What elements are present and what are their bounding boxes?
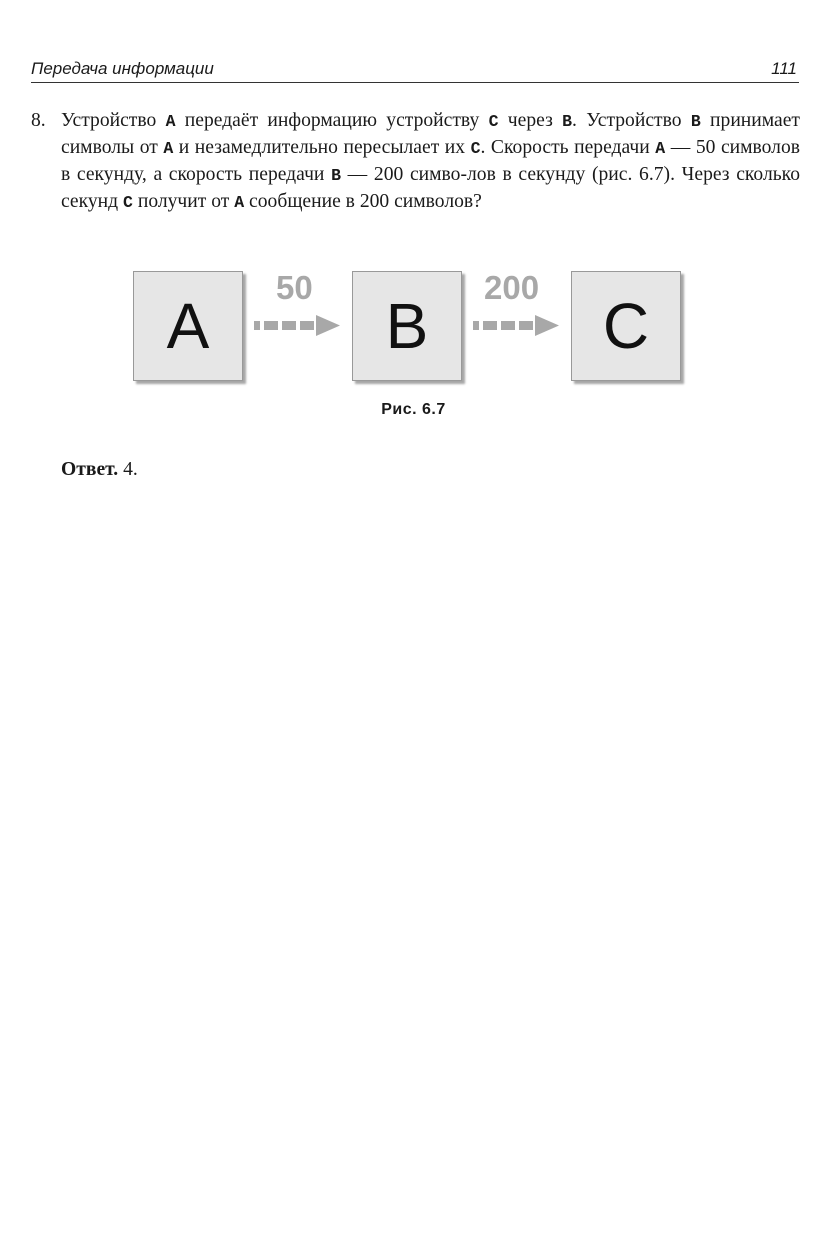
text-fragment: сообщение в 200 символов? [244, 191, 482, 212]
text-fragment: через [498, 110, 563, 131]
device-ref: B [562, 112, 573, 131]
text-fragment: — 200 симво-лов в секунду (рис. 6.7). Через сколько секунд [61, 164, 801, 212]
device-box-b: B [352, 271, 462, 381]
text-fragment: . Устройство [572, 110, 691, 131]
device-ref: A [234, 193, 245, 212]
running-header [31, 58, 799, 83]
answer-label: Ответ. [61, 459, 119, 480]
device-ref: A [165, 112, 176, 131]
dashed-arrow-icon [254, 314, 342, 336]
problem-8 [31, 108, 800, 216]
problem-number: 8. [31, 110, 46, 131]
text-fragment: . Скорость передачи [480, 137, 656, 158]
answer-value: 4. [123, 459, 138, 480]
figure-caption: Рис. 6.7 [381, 401, 446, 418]
page-number: 111 [771, 59, 797, 78]
device-box-a: A [133, 271, 243, 381]
device-ref: C [488, 112, 499, 131]
text-fragment: передаёт информацию устройству [175, 110, 489, 131]
device-ref: A [655, 139, 666, 158]
device-ref: B [331, 166, 341, 185]
rate-label-b-to-c: 200 [484, 269, 540, 306]
text-fragment: Устройство [61, 110, 166, 131]
section-title: Передача информации [31, 59, 214, 78]
figure-6-7 [128, 266, 688, 386]
answer [61, 459, 138, 481]
problem-text [61, 108, 800, 216]
device-box-c: C [571, 271, 681, 381]
device-ref: C [123, 193, 133, 212]
dashed-arrow-icon [473, 314, 561, 336]
device-ref: B [690, 112, 701, 131]
text-fragment: и незамедлительно пересылает их [173, 137, 471, 158]
text-fragment: получит от [132, 191, 235, 212]
text-fragment: принимает символы от [61, 110, 800, 158]
text-fragment: — 50 символов в секунду, а скорость передачи [61, 137, 801, 185]
rate-label-a-to-b: 50 [276, 269, 313, 306]
device-ref: A [163, 139, 174, 158]
device-ref: C [470, 139, 481, 158]
